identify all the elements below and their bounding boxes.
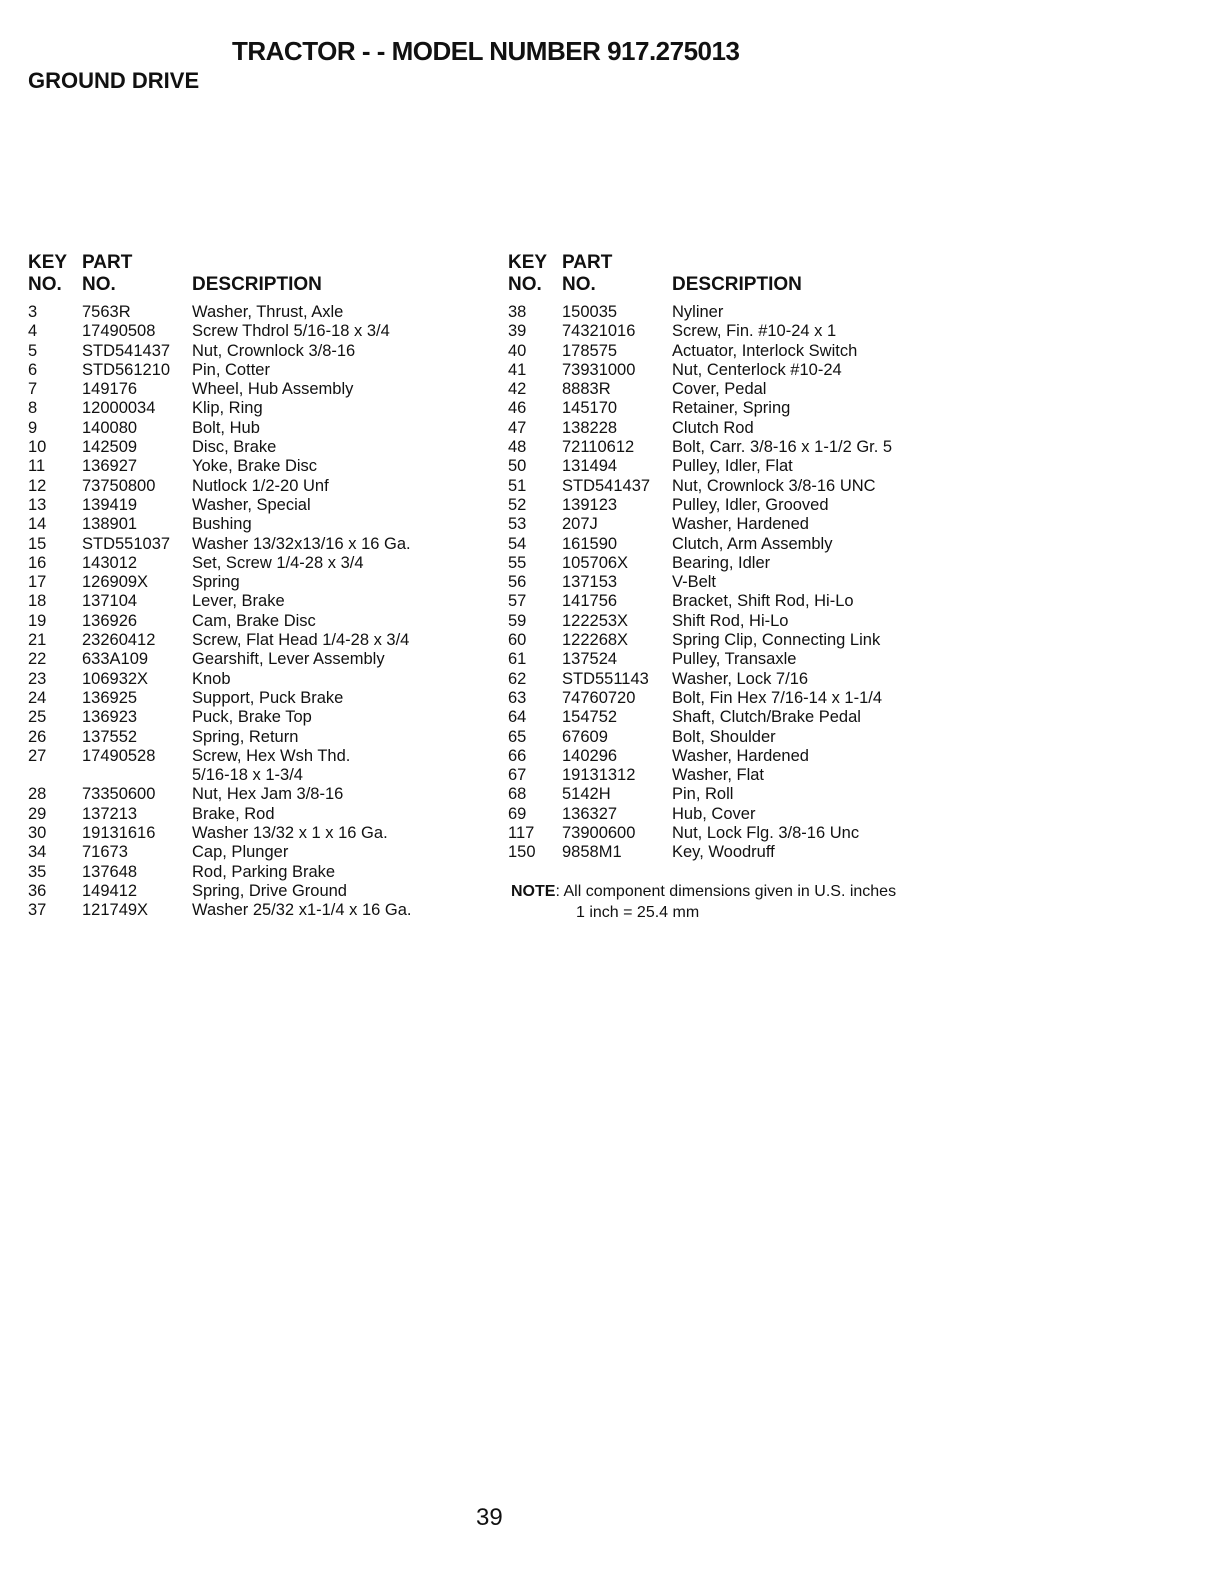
table-row <box>508 554 972 573</box>
part-number: 141756 <box>562 592 618 611</box>
key-number: 37 <box>28 901 47 920</box>
part-number: 136926 <box>82 611 138 630</box>
table-row <box>508 747 972 766</box>
part-number: 23260412 <box>82 631 156 650</box>
part-number: 154752 <box>562 708 618 727</box>
key-number: 34 <box>28 843 47 862</box>
note-label: NOTE <box>511 883 556 900</box>
part-description: Pulley, Idler, Grooved <box>672 495 829 514</box>
part-number: 142509 <box>82 438 138 457</box>
part-description: Washer 25/32 x1-1/4 x 16 Ga. <box>192 901 412 920</box>
table-row <box>28 612 492 631</box>
key-number: 9 <box>28 418 38 437</box>
table-row <box>508 342 972 361</box>
key-number: 46 <box>508 399 527 418</box>
part-description: Bolt, Hub <box>192 418 260 437</box>
part-number: 138901 <box>82 515 138 534</box>
table-row <box>28 361 492 380</box>
key-number: 16 <box>28 553 47 572</box>
section-title: GROUND DRIVE <box>28 68 200 93</box>
header-row <box>28 274 492 303</box>
part-number: 73750800 <box>82 476 156 495</box>
part-number: 9858M1 <box>562 843 622 862</box>
key-number <box>28 766 82 785</box>
part-description: Washer, Thrust, Axle <box>192 303 344 321</box>
table-row <box>508 805 972 824</box>
key-number: 38 <box>508 303 527 321</box>
part-number: STD541437 <box>562 476 651 495</box>
table-row <box>28 805 492 824</box>
part-number: STD541437 <box>82 341 171 360</box>
key-header-line2: NO. <box>28 274 62 295</box>
part-number: 105706X <box>562 553 629 572</box>
key-number: 56 <box>508 573 527 592</box>
key-number: 4 <box>28 322 38 341</box>
table-row <box>28 477 492 496</box>
key-header-line2: NO. <box>508 274 542 295</box>
part-description: Spring, Return <box>192 727 299 746</box>
key-number: 35 <box>28 862 47 881</box>
table-row <box>28 496 492 515</box>
part-number: 122268X <box>562 631 629 650</box>
key-number: 41 <box>508 360 527 379</box>
part-description: Rod, Parking Brake <box>192 862 336 881</box>
key-number: 50 <box>508 457 527 476</box>
table-row <box>508 785 972 804</box>
part-number: 149176 <box>82 380 138 399</box>
table-row <box>28 515 492 534</box>
key-number: 23 <box>28 669 47 688</box>
part-description: Spring, Drive Ground <box>192 881 347 900</box>
part-description: Spring Clip, Connecting Link <box>672 631 881 650</box>
part-description: Washer, Lock 7/16 <box>672 669 809 688</box>
parts-table-right <box>508 252 972 863</box>
part-number: 137153 <box>562 573 618 592</box>
part-description: V-Belt <box>672 573 717 592</box>
part-description: Pin, Cotter <box>192 360 270 379</box>
table-row <box>28 728 492 747</box>
table-row <box>508 322 972 341</box>
part-description: Disc, Brake <box>192 438 277 457</box>
part-number: 122253X <box>562 611 629 630</box>
part-description: Nut, Lock Flg. 3/8-16 Unc <box>672 824 860 843</box>
part-description: Gearshift, Lever Assembly <box>192 650 385 669</box>
header-row <box>508 274 972 303</box>
table-row <box>28 670 492 689</box>
key-number: 42 <box>508 380 527 399</box>
key-number: 22 <box>28 650 47 669</box>
part-description: Key, Woodruff <box>672 843 775 862</box>
key-number: 69 <box>508 804 527 823</box>
key-number: 11 <box>28 457 46 476</box>
part-number: 5142H <box>562 785 611 804</box>
header-row <box>508 252 972 274</box>
table-row <box>28 689 492 708</box>
part-number: 137104 <box>82 592 138 611</box>
key-number: 10 <box>28 438 47 457</box>
table-row <box>508 766 972 785</box>
part-description: Bolt, Carr. 3/8-16 x 1-1/2 Gr. 5 <box>672 438 893 457</box>
table-row <box>28 766 492 785</box>
part-description: Brake, Rod <box>192 804 275 823</box>
part-description: Screw, Flat Head 1/4-28 x 3/4 <box>192 631 410 650</box>
part-description: Nutlock 1/2-20 Unf <box>192 476 329 495</box>
part-number: 74321016 <box>562 322 636 341</box>
part-number <box>82 766 192 785</box>
key-header-line1: KEY <box>28 252 68 273</box>
part-description: Support, Puck Brake <box>192 688 344 707</box>
table-row <box>508 438 972 457</box>
table-row <box>508 824 972 843</box>
part-description: Cam, Brake Disc <box>192 611 316 630</box>
key-number: 5 <box>28 341 38 360</box>
part-number: 149412 <box>82 881 138 900</box>
page-number: 39 <box>476 1504 503 1531</box>
part-number: 136923 <box>82 708 138 727</box>
part-number: 67609 <box>562 727 608 746</box>
part-description: Clutch Rod <box>672 418 754 437</box>
key-number: 25 <box>28 708 47 727</box>
table-row <box>508 535 972 554</box>
key-number: 117 <box>508 824 535 843</box>
key-number: 61 <box>508 650 527 669</box>
table-row <box>508 631 972 650</box>
key-number: 17 <box>28 573 47 592</box>
note-text: : All component dimensions given in U.S. inches <box>555 883 897 900</box>
page-title: TRACTOR - - MODEL NUMBER 917.275013 <box>232 36 740 66</box>
table-row <box>508 496 972 515</box>
part-number: 126909X <box>82 573 149 592</box>
part-header-line1: PART <box>82 252 133 273</box>
part-number: 150035 <box>562 303 618 321</box>
part-number: 72110612 <box>562 438 635 457</box>
table-row <box>508 650 972 669</box>
table-row <box>28 882 492 901</box>
key-number: 24 <box>28 688 47 707</box>
table-row <box>28 322 492 341</box>
table-row <box>28 419 492 438</box>
part-number: 207J <box>562 515 598 534</box>
key-number: 14 <box>28 515 47 534</box>
table-row <box>28 380 492 399</box>
key-number: 66 <box>508 746 527 765</box>
key-number: 150 <box>508 843 536 862</box>
part-description: Nyliner <box>672 303 724 321</box>
part-description: 5/16-18 x 1-3/4 <box>192 766 303 785</box>
part-description: Lever, Brake <box>192 592 285 611</box>
part-number: 137552 <box>82 727 138 746</box>
part-description: Nut, Centerlock #10-24 <box>672 360 842 379</box>
part-description: Pin, Roll <box>672 785 734 804</box>
key-number: 12 <box>28 476 47 495</box>
part-description: Nut, Crownlock 3/8-16 UNC <box>672 476 876 495</box>
part-number: 106932X <box>82 669 149 688</box>
part-description: Retainer, Spring <box>672 399 791 418</box>
part-number: 145170 <box>562 399 618 418</box>
table-row <box>28 438 492 457</box>
part-description: Pulley, Transaxle <box>672 650 797 669</box>
part-description: Clutch, Arm Assembly <box>672 534 833 553</box>
table-row <box>28 554 492 573</box>
table-row <box>508 689 972 708</box>
table-row <box>28 303 492 322</box>
part-number: 74760720 <box>562 688 636 707</box>
conversion-note: 1 inch = 25.4 mm <box>576 904 700 921</box>
key-number: 39 <box>508 322 527 341</box>
key-number: 29 <box>28 804 47 823</box>
parts-list-right <box>508 303 972 863</box>
key-number: 8 <box>28 399 38 418</box>
part-description: Shift Rod, Hi-Lo <box>672 611 789 630</box>
table-row <box>28 843 492 862</box>
table-row <box>508 728 972 747</box>
key-number: 55 <box>508 553 527 572</box>
part-number: 137524 <box>562 650 618 669</box>
key-number: 54 <box>508 534 527 553</box>
part-number: 139123 <box>562 495 618 514</box>
part-description: Washer, Flat <box>672 766 764 785</box>
part-description: Nut, Crownlock 3/8-16 <box>192 341 356 360</box>
parts-table-left <box>28 252 492 921</box>
table-row <box>28 863 492 882</box>
table-row <box>28 573 492 592</box>
dimension-note <box>511 882 896 902</box>
key-number: 63 <box>508 688 527 707</box>
table-row <box>28 592 492 611</box>
table-row <box>28 631 492 650</box>
part-number: 136927 <box>82 457 138 476</box>
part-description: Bolt, Fin Hex 7/16-14 x 1-1/4 <box>672 688 883 707</box>
table-row <box>508 457 972 476</box>
key-number: 48 <box>508 438 527 457</box>
part-description: Hub, Cover <box>672 804 756 823</box>
table-row <box>28 650 492 669</box>
part-description: Cap, Plunger <box>192 843 289 862</box>
part-number: 161590 <box>562 534 618 553</box>
part-number: 73931000 <box>562 360 636 379</box>
part-description: Bolt, Shoulder <box>672 727 776 746</box>
key-number: 26 <box>28 727 47 746</box>
key-number: 59 <box>508 611 527 630</box>
table-row <box>508 361 972 380</box>
description-header: DESCRIPTION <box>192 274 322 295</box>
part-number: 131494 <box>562 457 618 476</box>
table-row <box>28 535 492 554</box>
table-row <box>508 515 972 534</box>
key-number: 67 <box>508 766 527 785</box>
part-description: Bushing <box>192 515 252 534</box>
part-number: 17490528 <box>82 746 156 765</box>
part-description: Bearing, Idler <box>672 553 771 572</box>
table-row <box>508 612 972 631</box>
part-description: Actuator, Interlock Switch <box>672 341 858 360</box>
key-number: 60 <box>508 631 527 650</box>
part-number: 136327 <box>562 804 618 823</box>
key-number: 52 <box>508 495 527 514</box>
table-row <box>28 399 492 418</box>
part-description: Bracket, Shift Rod, Hi-Lo <box>672 592 854 611</box>
key-number: 64 <box>508 708 527 727</box>
parts-list-left <box>28 303 492 921</box>
part-number: 73900600 <box>562 824 636 843</box>
part-description: Washer, Hardened <box>672 746 809 765</box>
part-description: Pulley, Idler, Flat <box>672 457 793 476</box>
part-description: Cover, Pedal <box>672 380 767 399</box>
table-row <box>508 843 972 862</box>
key-number: 36 <box>28 881 47 900</box>
part-number: 137648 <box>82 862 138 881</box>
key-number: 3 <box>28 303 38 321</box>
table-row <box>508 477 972 496</box>
part-number: STD551143 <box>562 669 649 688</box>
part-number: 8883R <box>562 380 611 399</box>
table-row <box>28 708 492 727</box>
part-header-line2: NO. <box>562 274 596 295</box>
part-number: 136925 <box>82 688 138 707</box>
part-number: 633A109 <box>82 650 149 669</box>
part-number: 138228 <box>562 418 618 437</box>
key-number: 19 <box>28 611 47 630</box>
key-number: 40 <box>508 341 527 360</box>
part-number: 19131616 <box>82 824 156 843</box>
part-description: Screw, Fin. #10-24 x 1 <box>672 322 837 341</box>
key-number: 18 <box>28 592 47 611</box>
key-number: 65 <box>508 727 527 746</box>
part-header-line1: PART <box>562 252 613 273</box>
part-description: Puck, Brake Top <box>192 708 312 727</box>
table-row <box>28 901 492 920</box>
part-number: 139419 <box>82 495 138 514</box>
table-row <box>28 785 492 804</box>
part-description: Screw Thdrol 5/16-18 x 3/4 <box>192 322 390 341</box>
key-number: 21 <box>28 631 47 650</box>
part-number: 140296 <box>562 746 618 765</box>
part-description: Washer 13/32 x 1 x 16 Ga. <box>192 824 388 843</box>
part-number: 7563R <box>82 303 131 321</box>
table-row <box>508 708 972 727</box>
key-number: 53 <box>508 515 527 534</box>
part-description: Washer 13/32x13/16 x 16 Ga. <box>192 534 411 553</box>
part-number: STD551037 <box>82 534 171 553</box>
table-row <box>508 419 972 438</box>
part-description: Wheel, Hub Assembly <box>192 380 354 399</box>
part-description: Yoke, Brake Disc <box>192 457 318 476</box>
part-description: Screw, Hex Wsh Thd. <box>192 746 351 765</box>
table-row <box>508 573 972 592</box>
part-description: Knob <box>192 669 231 688</box>
header-row <box>28 252 492 274</box>
part-description: Set, Screw 1/4-28 x 3/4 <box>192 553 364 572</box>
key-number: 47 <box>508 418 527 437</box>
part-number: 137213 <box>82 804 138 823</box>
part-number: 143012 <box>82 553 138 572</box>
table-row <box>508 399 972 418</box>
key-number: 30 <box>28 824 47 843</box>
part-description: Washer, Special <box>192 495 311 514</box>
part-number: 121749X <box>82 901 149 920</box>
part-number: 19131312 <box>562 766 636 785</box>
part-number: STD561210 <box>82 360 171 379</box>
part-description: Klip, Ring <box>192 399 263 418</box>
table-row <box>508 670 972 689</box>
key-number: 57 <box>508 592 527 611</box>
key-number: 6 <box>28 360 38 379</box>
table-row <box>28 342 492 361</box>
table-row <box>508 380 972 399</box>
part-description: Nut, Hex Jam 3/8-16 <box>192 785 344 804</box>
key-number: 62 <box>508 669 527 688</box>
part-number: 17490508 <box>82 322 156 341</box>
key-number: 28 <box>28 785 47 804</box>
table-row <box>28 457 492 476</box>
part-description: Spring <box>192 573 240 592</box>
part-number: 12000034 <box>82 399 156 418</box>
part-description: Shaft, Clutch/Brake Pedal <box>672 708 861 727</box>
key-header-line1: KEY <box>508 252 548 273</box>
key-number: 7 <box>28 380 38 399</box>
table-row <box>28 824 492 843</box>
key-number: 68 <box>508 785 527 804</box>
part-number: 140080 <box>82 418 138 437</box>
table-row <box>508 592 972 611</box>
part-number: 178575 <box>562 341 618 360</box>
key-number: 13 <box>28 495 47 514</box>
part-description: Washer, Hardened <box>672 515 809 534</box>
key-number: 15 <box>28 534 47 553</box>
table-row <box>28 747 492 766</box>
table-row <box>508 303 972 322</box>
part-number: 71673 <box>82 843 128 862</box>
key-number: 27 <box>28 746 47 765</box>
description-header: DESCRIPTION <box>672 274 802 295</box>
part-header-line2: NO. <box>82 274 116 295</box>
key-number: 51 <box>508 476 527 495</box>
part-number: 73350600 <box>82 785 156 804</box>
